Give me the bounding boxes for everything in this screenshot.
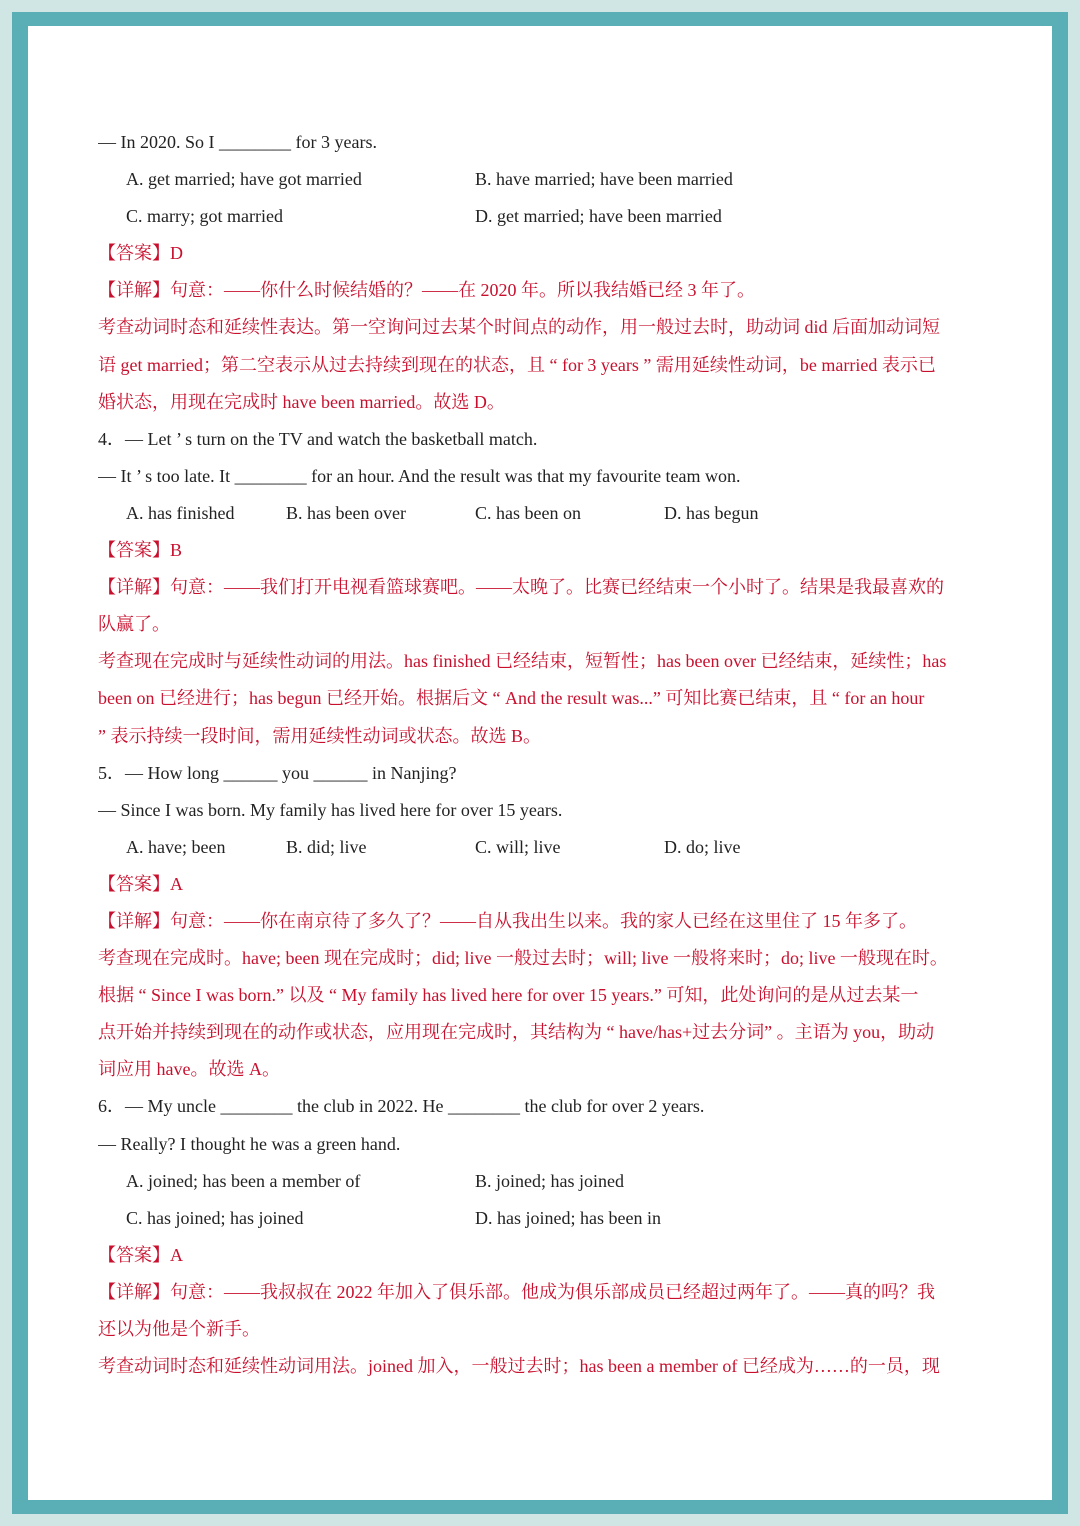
q5-detail-3: 根据 “ Since I was born.” 以及 “ My family has lived here for over 15 years.” 可知，此处询问的是从过去某一 bbox=[98, 985, 919, 1006]
q6-option-b: B. joined; has joined bbox=[475, 1170, 624, 1191]
q6-detail-3: 考查动词时态和延续性动词用法。joined 加入，一般过去时；has been a member of 已经成为……的一员，现 bbox=[98, 1356, 940, 1377]
q5-answer: 【答案】A bbox=[98, 873, 183, 894]
q3-detail-1: 【详解】句意：——你什么时候结婚的？——在 2020 年。所以我结婚已经 3 年了。 bbox=[98, 280, 755, 301]
q5-detail-2: 考查现在完成时。have; been 现在完成时；did; live 一般过去时；will; live 一般将来时；do; live 一般现在时。 bbox=[98, 948, 948, 969]
q6-option-c: C. has joined; has joined bbox=[126, 1207, 304, 1228]
q3-option-d: D. get married; have been married bbox=[475, 206, 722, 227]
q4-prompt: 4．— Let ’ s turn on the TV and watch the basketball match. bbox=[98, 428, 538, 449]
q3-detail-3: 语 get married；第二空表示从过去持续到现在的状态，且 “ for 3 years ” 需用延续性动词，be married 表示已 bbox=[98, 354, 936, 375]
q6-prompt: 6．— My uncle ________ the club in 2022. He ________ the club for over 2 years. bbox=[98, 1096, 705, 1117]
q4-option-c: C. has been on bbox=[475, 502, 581, 523]
q4-option-b: B. has been over bbox=[286, 502, 406, 523]
q4-option-d: D. has begun bbox=[664, 502, 759, 523]
q4-answer: 【答案】B bbox=[98, 540, 183, 561]
q5-option-c: C. will; live bbox=[475, 836, 561, 857]
q4-response: — It ’ s too late. It ________ for an hour. And the result was that my favourite team won. bbox=[98, 465, 741, 486]
q4-option-a: A. has finished bbox=[126, 502, 235, 523]
q3-option-a: A. get married; have got married bbox=[126, 169, 362, 190]
q4-detail-4: been on 已经进行；has begun 已经开始。根据后文 “ And the result was...” 可知比赛已结束，且 “ for an hour bbox=[98, 688, 925, 709]
q6-detail-2: 还以为他是个新手。 bbox=[98, 1319, 260, 1339]
q6-option-d: D. has joined; has been in bbox=[475, 1207, 661, 1228]
q3-options-row1 bbox=[98, 161, 986, 198]
q6-options-row2 bbox=[98, 1200, 986, 1237]
q4-detail-1: 【详解】句意：——我们打开电视看篮球赛吧。——太晚了。比赛已经结束一个小时了。结果是我最喜欢的 bbox=[98, 577, 944, 598]
q3-response: — In 2020. So I ________ for 3 years. bbox=[98, 132, 377, 152]
q3-options-row2 bbox=[98, 198, 986, 235]
q6-detail-1: 【详解】句意：——我叔叔在 2022 年加入了俱乐部。他成为俱乐部成员已经超过两年了。——真的吗？我 bbox=[98, 1281, 935, 1302]
q6-option-a: A. joined; has been a member of bbox=[126, 1170, 361, 1191]
q5-option-d: D. do; live bbox=[664, 836, 741, 857]
q6-options-row1 bbox=[98, 1163, 986, 1200]
q4-detail-5: ” 表示持续一段时间，需用延续性动词或状态。故选 B。 bbox=[98, 725, 541, 746]
question-content bbox=[98, 124, 986, 1385]
q3-answer: 【答案】D bbox=[98, 243, 183, 264]
q5-detail-1: 【详解】句意：——你在南京待了多久了？——自从我出生以来。我的家人已经在这里住了 15 年多了。 bbox=[98, 910, 917, 931]
q3-option-b: B. have married; have been married bbox=[475, 169, 733, 190]
q4-detail-3: 考查现在完成时与延续性动词的用法。has finished 已经结束，短暂性；has been over 已经结束，延续性；has bbox=[98, 651, 947, 672]
q5-response: — Since I was born. My family has lived here for over 15 years. bbox=[98, 799, 563, 820]
q3-detail-2: 考查动词时态和延续性表达。第一空询问过去某个时间点的动作，用一般过去时，助动词 did 后面加动词短 bbox=[98, 317, 940, 338]
q5-detail-4: 点开始并持续到现在的动作或状态，应用现在完成时，其结构为 “ have/has+过去分词” 。主语为 you，助动 bbox=[98, 1022, 935, 1043]
q5-option-b: B. did; live bbox=[286, 836, 367, 857]
q6-answer: 【答案】A bbox=[98, 1244, 183, 1265]
q5-detail-5: 词应用 have。故选 A。 bbox=[98, 1059, 280, 1080]
q4-options bbox=[98, 495, 986, 532]
q5-options bbox=[98, 829, 986, 866]
q4-detail-2: 队赢了。 bbox=[98, 614, 170, 635]
q6-response: — Really? I thought he was a green hand. bbox=[98, 1133, 401, 1154]
q5-prompt: 5．— How long ______ you ______ in Nanjing? bbox=[98, 762, 457, 783]
q3-option-c: C. marry; got married bbox=[126, 206, 283, 227]
q3-detail-4: 婚状态，用现在完成时 have been married。故选 D。 bbox=[98, 391, 505, 412]
q5-option-a: A. have; been bbox=[126, 836, 226, 857]
